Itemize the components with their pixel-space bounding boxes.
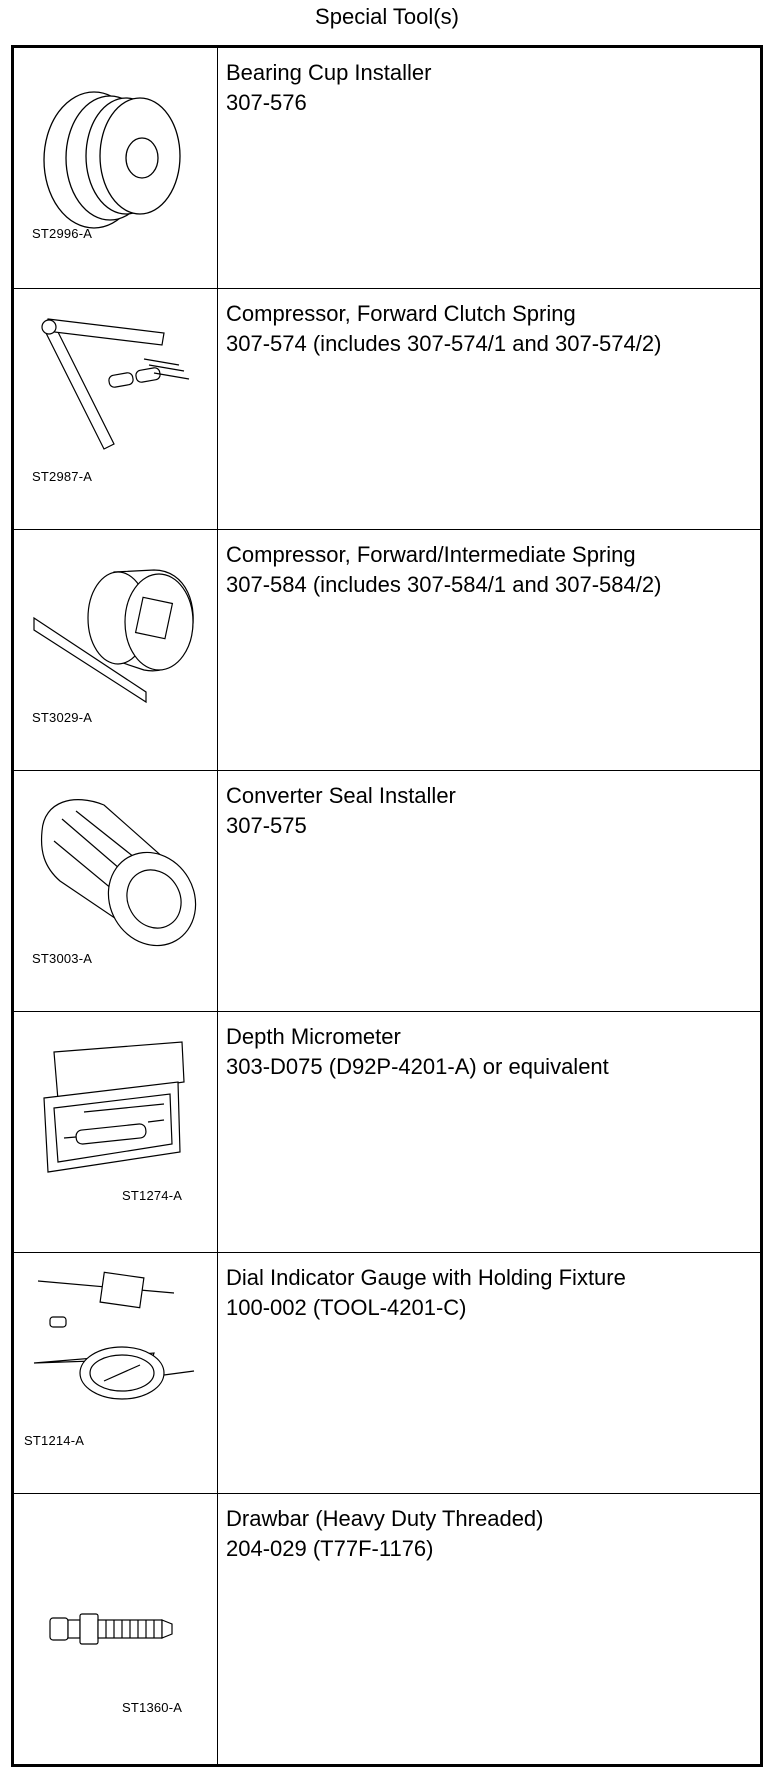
table-row (14, 530, 760, 771)
tool-number: 204-029 (T77F-1176) (226, 1536, 434, 1561)
tool-image-code: ST1360-A (122, 1700, 183, 1715)
table-row (14, 1253, 760, 1494)
converter-seal-installer-icon (14, 771, 218, 1012)
table-row (14, 771, 760, 1012)
tool-image-cell (14, 1012, 218, 1252)
table-row (14, 48, 760, 289)
dial-indicator-icon (14, 1253, 218, 1494)
tool-name: Dial Indicator Gauge with Holding Fixture (226, 1265, 626, 1290)
tool-name: Converter Seal Installer (226, 783, 456, 808)
tool-image-code: ST1274-A (122, 1188, 183, 1203)
tool-description (218, 1253, 760, 1493)
tool-name: Bearing Cup Installer (226, 60, 432, 85)
tool-description (218, 771, 760, 1011)
table-row (14, 1494, 760, 1764)
tool-image-cell (14, 771, 218, 1011)
tool-number: 307-584 (includes 307-584/1 and 307-584/2) (226, 572, 662, 597)
tool-name: Drawbar (Heavy Duty Threaded) (226, 1506, 544, 1531)
drawbar-icon (14, 1494, 218, 1764)
tool-number: 100-002 (TOOL-4201-C) (226, 1295, 467, 1320)
tool-image-cell (14, 289, 218, 529)
table-row (14, 289, 760, 530)
depth-micrometer-icon (14, 1012, 218, 1253)
tool-image-code: ST3029-A (32, 710, 93, 725)
tool-name: Compressor, Forward/Intermediate Spring (226, 542, 636, 567)
page-title: Special Tool(s) (315, 4, 459, 29)
tool-image-cell (14, 1253, 218, 1493)
tool-number: 307-576 (226, 90, 307, 115)
tool-image-cell (14, 48, 218, 288)
tool-image-cell (14, 1494, 218, 1764)
tool-number: 307-575 (226, 813, 307, 838)
tool-description (218, 530, 760, 770)
tool-image-code: ST2987-A (32, 469, 93, 484)
tool-description (218, 1012, 760, 1252)
clutch-spring-compressor-icon (14, 289, 218, 530)
tool-image-code: ST3003-A (32, 951, 93, 966)
tool-name: Depth Micrometer (226, 1024, 401, 1049)
bearing-cup-installer-icon (14, 48, 218, 289)
tool-description (218, 1494, 760, 1764)
tool-image-code: ST1214-A (24, 1433, 85, 1448)
tool-image-code: ST2996-A (32, 226, 93, 241)
tool-number: 307-574 (includes 307-574/1 and 307-574/2) (226, 331, 662, 356)
intermediate-spring-compressor-icon (14, 530, 218, 771)
tool-image-cell (14, 530, 218, 770)
table-row (14, 1012, 760, 1253)
tool-description (218, 48, 760, 288)
tool-name: Compressor, Forward Clutch Spring (226, 301, 576, 326)
tool-number: 303-D075 (D92P-4201-A) or equivalent (226, 1054, 609, 1079)
special-tools-table (11, 45, 763, 1767)
tool-description (218, 289, 760, 529)
